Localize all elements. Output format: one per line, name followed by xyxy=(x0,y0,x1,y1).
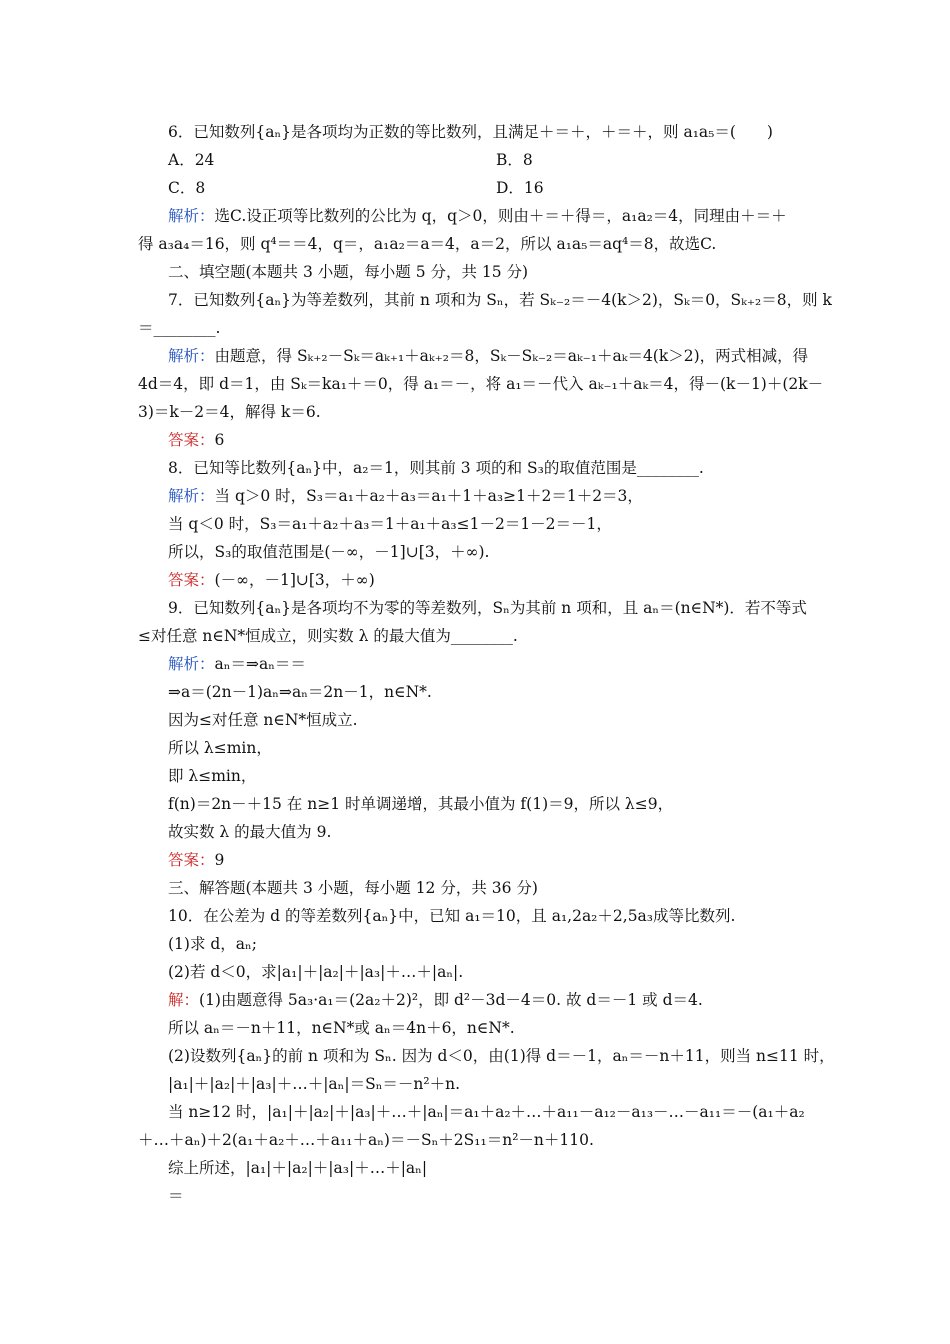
q6-solution-line-2: 得 a₃a₄＝16，则 q⁴＝＝4，q＝，a₁a₂＝a＝4，a＝2，所以 a₁a₅＝aq⁴＝8，故选C. xyxy=(138,235,717,253)
q8-solution-line-2: 当 q＜0 时，S₃＝a₁＋a₂＋a₃＝1＋a₁＋a₃≤1－2＝1－2＝－1， xyxy=(168,515,612,533)
solution-text: aₙ＝⇒aₙ＝＝ xyxy=(214,655,306,673)
q9-solution-line-5: 即 λ≤min， xyxy=(168,767,257,785)
q10-solution-line xyxy=(168,990,703,1010)
option-b: B．8 xyxy=(496,151,533,169)
q9-solution-line-3: 因为≤对任意 n∈N*恒成立. xyxy=(168,711,358,729)
q9-solution-line-7: 故实数 λ 的最大值为 9. xyxy=(168,823,332,841)
question-7-blank: ＝________. xyxy=(138,319,221,337)
q6-solution-line xyxy=(168,206,787,226)
solution-text: 当 q＞0 时，S₃＝a₁＋a₂＋a₃＝a₁＋1＋a₃≥1＋2＝1＋2＝3， xyxy=(214,487,643,505)
solution-text: 由题意，得 Sₖ₊₂－Sₖ＝aₖ₊₁＋aₖ₊₂＝8，Sₖ－Sₖ₋₂＝aₖ₋₁＋aₖ＝4(k＞2)，两式相减，得 xyxy=(214,347,809,365)
solution-label: 解析： xyxy=(168,207,215,225)
question-7: 7．已知数列{aₙ}为等差数列，其前 n 项和为 Sₙ，若 Sₖ₋₂＝－4(k＞2)，Sₖ＝0，Sₖ₊₂＝8，则 k xyxy=(168,291,832,309)
solution-label: 解： xyxy=(168,991,200,1009)
q9-solution-line-4: 所以 λ≤min， xyxy=(168,739,272,757)
q10-solution-line-5: 当 n≥12 时，|a₁|＋|a₂|＋|a₃|＋…＋|aₙ|＝a₁＋a₂＋…＋a₁₁－a₁₂－a₁₃－…－a₁₁＝－(a₁＋a₂ xyxy=(168,1103,805,1121)
option-d: D．16 xyxy=(496,179,544,197)
answer-value: 9 xyxy=(214,851,225,869)
question-8: 8．已知等比数列{aₙ}中，a₂＝1，则其前 3 项的和 S₃的取值范围是________. xyxy=(168,459,704,477)
q10-solution-line-6: ＋…＋aₙ)＋2(a₁＋a₂＋…＋a₁₁＋aₙ)＝－Sₙ＋2S₁₁＝n²－n＋110. xyxy=(138,1131,594,1149)
q9-solution-line-2: ⇒a＝(2n－1)aₙ⇒aₙ＝2n－1，n∈N*. xyxy=(168,683,432,701)
section-3-heading: 三、解答题(本题共 3 小题，每小题 12 分，共 36 分) xyxy=(168,879,538,897)
question-10-part-1: (1)求 d，aₙ; xyxy=(168,935,257,953)
solution-text: 选C.设正项等比数列的公比为 q，q＞0，则由＋＝＋得＝，a₁a₂＝4，同理由＋＝＋ xyxy=(214,207,787,225)
q7-solution-line-2: 4d＝4，即 d＝1，由 Sₖ＝ka₁＋＝0，得 a₁＝－，将 a₁＝－代入 aₖ₋₁＋aₖ＝4，得－(k－1)＋(2k－ xyxy=(138,375,824,393)
question-9-line-2: ≤对任意 n∈N*恒成立，则实数 λ 的最大值为________. xyxy=(138,627,518,645)
q10-solution-line-2: 所以 aₙ＝－n＋11，n∈N*或 aₙ＝4n＋6，n∈N*. xyxy=(168,1019,515,1037)
answer-value: 6 xyxy=(214,431,225,449)
q7-solution-line xyxy=(168,346,808,366)
q9-solution-line-6: f(n)＝2n－＋15 在 n≥1 时单调递增，其最小值为 f(1)＝9，所以 λ≤9， xyxy=(168,795,674,813)
q9-solution-line xyxy=(168,654,306,674)
q7-solution-line-3: 3)＝k－2＝4，解得 k＝6. xyxy=(138,403,321,421)
solution-label: 解析： xyxy=(168,347,215,365)
solution-label: 解析： xyxy=(168,655,215,673)
q10-solution-line-7: 综上所述，|a₁|＋|a₂|＋|a₃|＋…＋|aₙ| xyxy=(168,1159,428,1177)
answer-value: (－∞，－1]∪[3，＋∞) xyxy=(214,571,375,589)
answer-label: 答案： xyxy=(168,431,215,449)
answer-label: 答案： xyxy=(168,851,215,869)
solution-label: 解析： xyxy=(168,487,215,505)
question-9: 9．已知数列{aₙ}是各项均不为零的等差数列，Sₙ为其前 n 项和，且 aₙ＝(n∈N*)．若不等式 xyxy=(168,599,807,617)
q10-solution-line-3: (2)设数列{aₙ}的前 n 项和为 Sₙ. 因为 d＜0，由(1)得 d＝－1，aₙ＝－n＋11，则当 n≤11 时， xyxy=(168,1047,835,1065)
option-c: C．8 xyxy=(168,179,206,197)
q8-answer xyxy=(168,570,375,590)
option-a: A．24 xyxy=(168,151,215,169)
answer-label: 答案： xyxy=(168,571,215,589)
q10-solution-line-8: ＝ xyxy=(168,1187,184,1205)
section-2-heading: 二、填空题(本题共 3 小题，每小题 5 分，共 15 分) xyxy=(168,263,529,281)
solution-text: (1)由题意得 5a₃·a₁＝(2a₂＋2)²，即 d²－3d－4＝0. 故 d＝－1 或 d＝4. xyxy=(199,991,703,1009)
question-6: 6．已知数列{aₙ}是各项均为正数的等比数列，且满足＋＝＋，＋＝＋，则 a₁a₅＝( ) xyxy=(168,123,773,141)
question-10: 10．在公差为 d 的等差数列{aₙ}中，已知 a₁＝10，且 a₁,2a₂＋2,5a₃成等比数列. xyxy=(168,907,736,925)
q10-solution-line-4: |a₁|＋|a₂|＋|a₃|＋…＋|aₙ|＝Sₙ＝－n²＋n. xyxy=(168,1075,461,1093)
q9-answer xyxy=(168,850,224,870)
q8-solution-line xyxy=(168,486,643,506)
q8-solution-line-3: 所以，S₃的取值范围是(－∞，－1]∪[3，＋∞). xyxy=(168,543,490,561)
q7-answer xyxy=(168,430,224,450)
question-10-part-2: (2)若 d＜0，求|a₁|＋|a₂|＋|a₃|＋…＋|aₙ|. xyxy=(168,963,464,981)
